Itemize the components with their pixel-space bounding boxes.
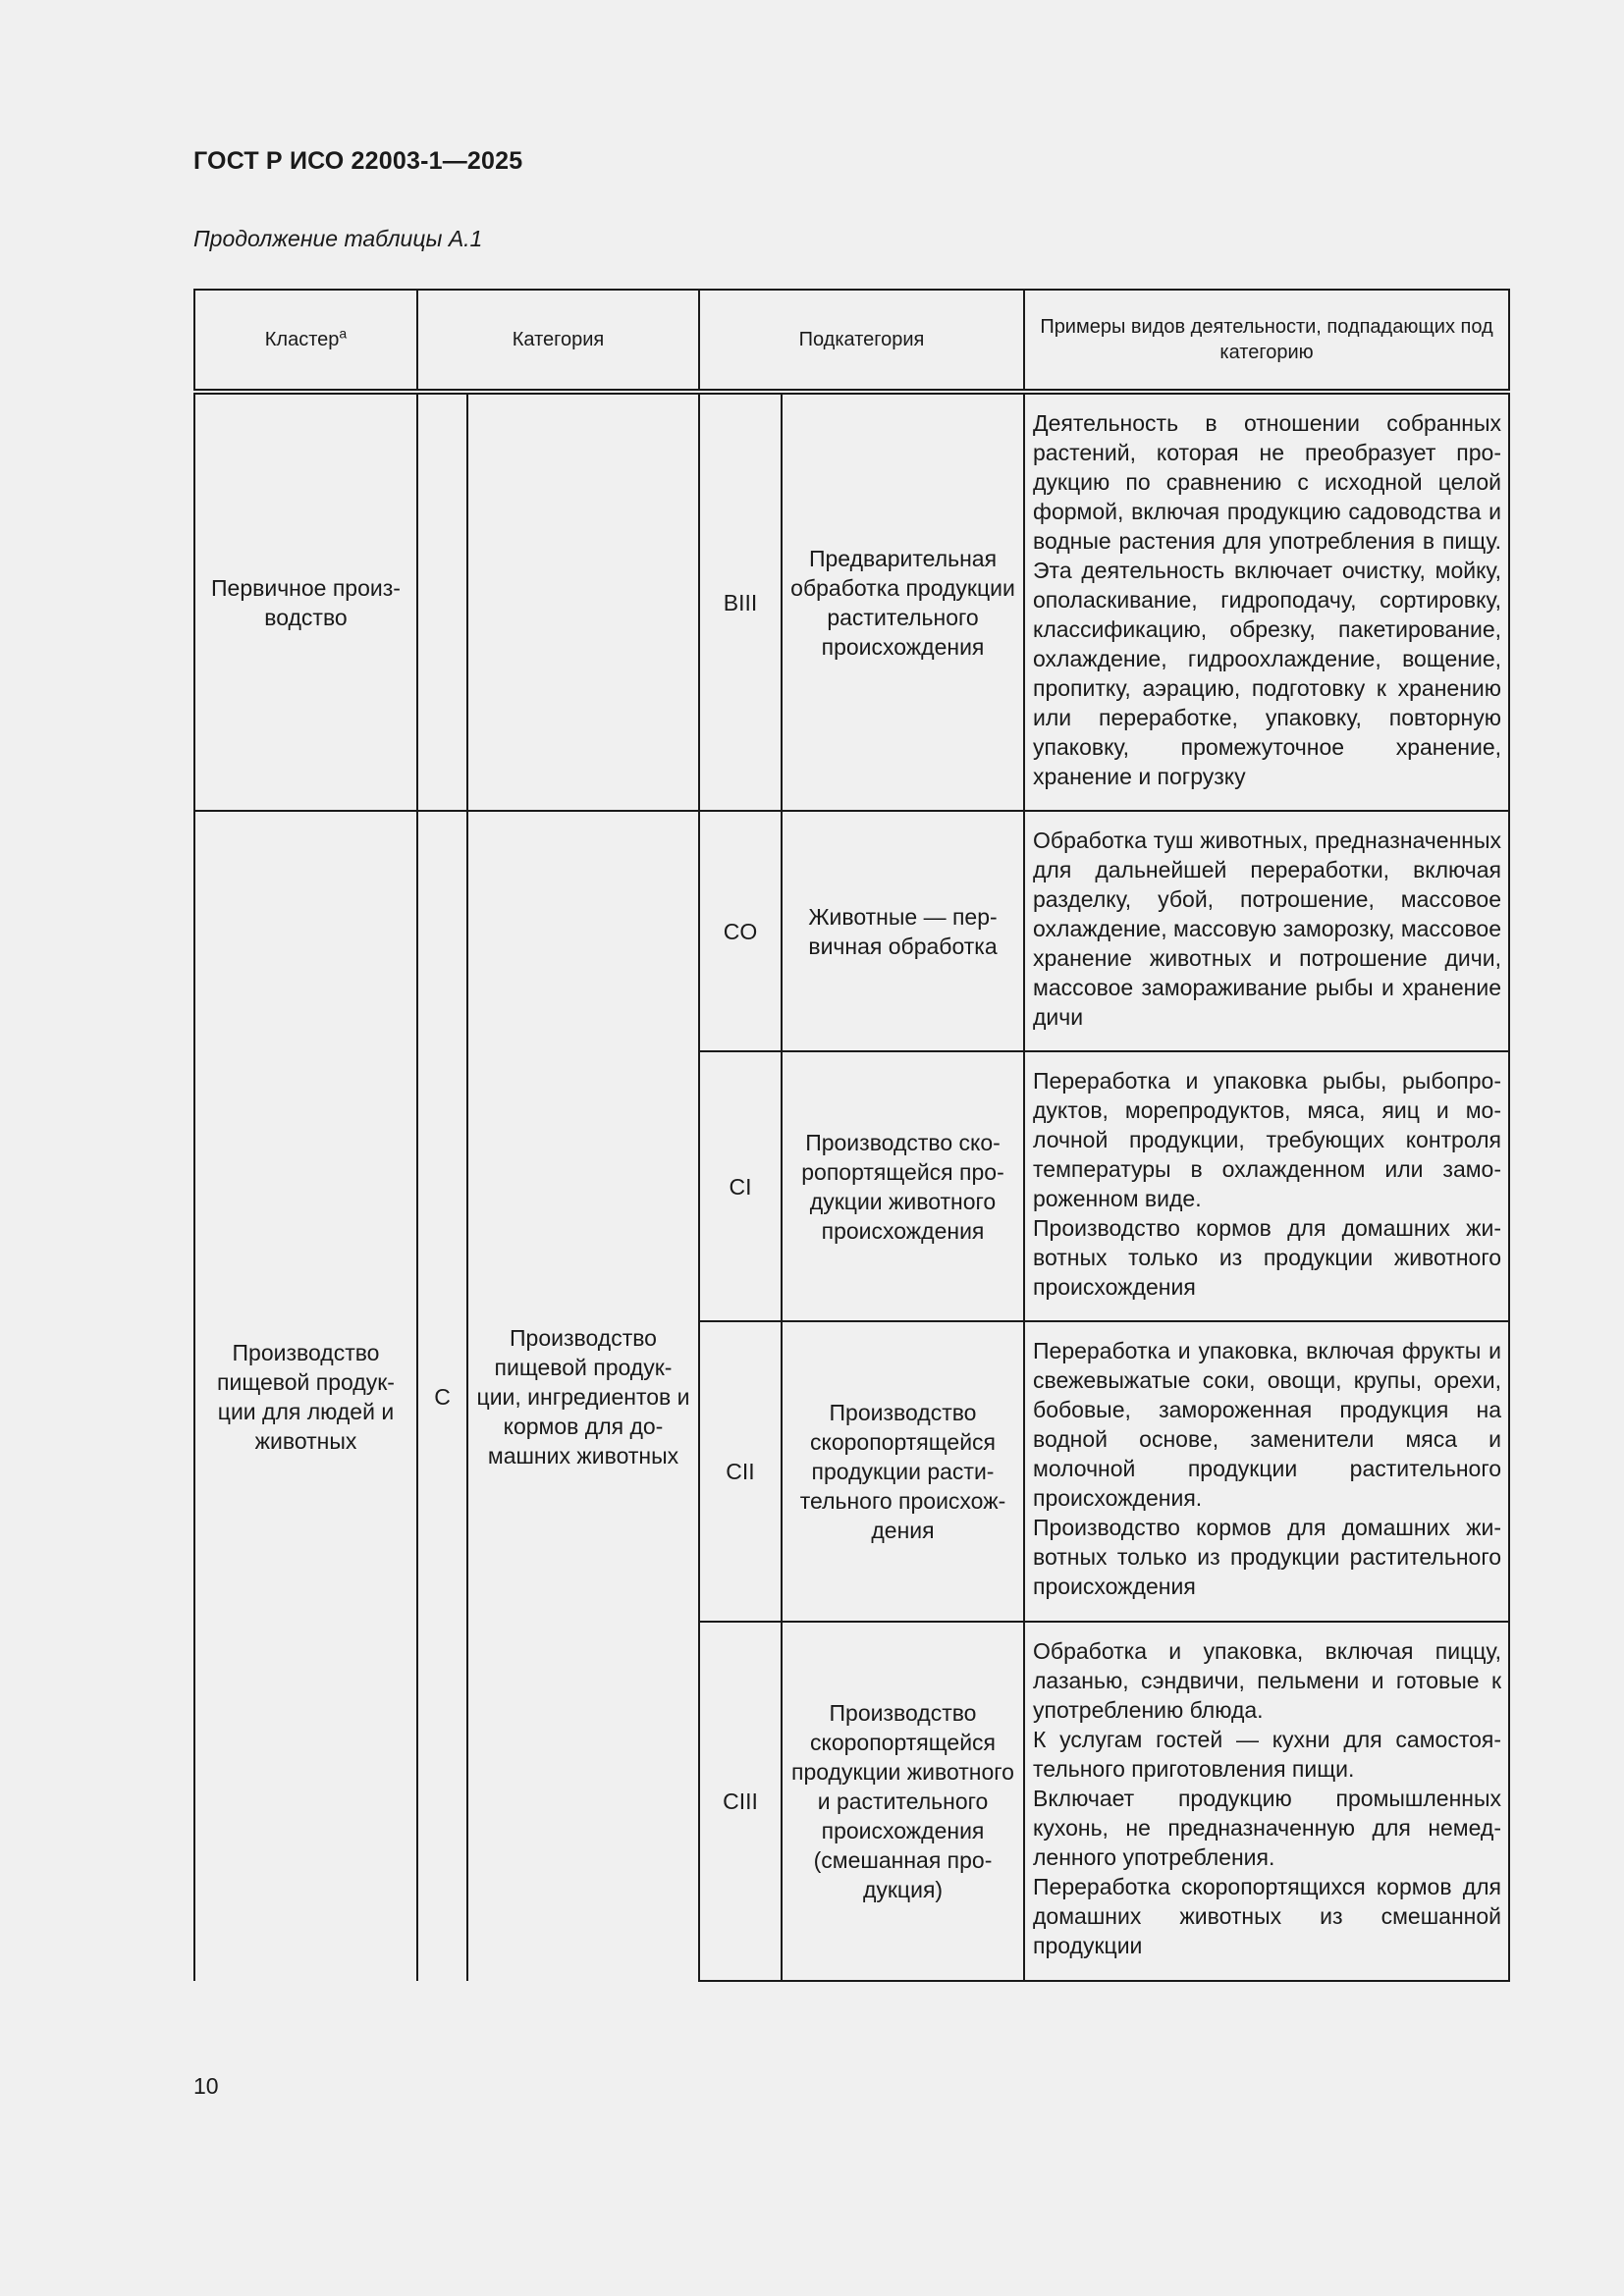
category-code-cell: C [417,811,467,1981]
subcategory-code-cell: CII [699,1321,782,1622]
examples-cell: Переработка и упаковка, включая фрукты и свежевыжатые соки, овощи, крупы, орехи, бобовые, замороженная продукция на водной основе, заменители мяса и молочной продукции растительного происхождения. Производство кормов для домашних животных только из продукции растительного происхождения [1024,1321,1509,1622]
table-row [194,811,1509,1051]
table-caption: Продолжение таблицы А.1 [193,226,483,251]
subcategory-name-cell: Производство скоропортящейся продукции животного и растительного происхождения (смешанная продукция) [782,1622,1024,1981]
header-examples: Примеры видов деятельности, подпадающих под категорию [1024,290,1509,392]
subcategory-code-cell: CO [699,811,782,1051]
header-cluster-footnote: a [339,325,348,342]
subcategory-name-cell: Производство скоропортящейся продукции растительного происхождения [782,1321,1024,1622]
category-name-cell: Производство пищевой продукции, ингредиентов и кормов для домашних животных [467,811,699,1981]
examples-cell: Деятельность в отношении собранных растений, которая не преобразует продукцию по сравнению с исходной целой формой, включая продукцию садоводства и водные растения для употребления в пищу. Эта деятельность включает очистку, мойку, ополаскивание, гидроподачу, сортировку, классификацию, обрезку, пакетирование, охлаждение, гидроохлаждение, вощение, пропитку, аэрацию, подготовку к хранению или переработке, упаковку, повторную упаковку, промежуточное хранение, хранение и погрузку [1024,392,1509,811]
header-category: Категория [417,290,699,392]
subcategory-code-cell: CIII [699,1622,782,1981]
header-cluster-label: Кластер [264,329,340,350]
table-header-row [194,290,1509,392]
subcategory-code-cell: BIII [699,392,782,811]
subcategory-code-cell: CI [699,1051,782,1321]
examples-cell: Обработка и упаковка, включая пиццу, лазанью, сэндвичи, пельмени и готовые к употреблению блюда. К услугам гостей — кухни для самостоятельного приготовления пищи. Включает продукцию промышленных кухонь, не предназначенную для немедленного употребления. Переработка скоропортящихся кормов для домашних животных из смешанной продукции [1024,1622,1509,1981]
cluster-cell: Производство пищевой продукции для людей и животных [194,811,417,1981]
subcategory-name-cell: Животные — первичная обработка [782,811,1024,1051]
document-title: ГОСТ Р ИСО 22003-1—2025 [193,147,523,175]
header-cluster [194,290,417,392]
table-row [194,392,1509,811]
cluster-cell: Первичное производство [194,392,417,811]
header-subcategory: Подкатегория [699,290,1024,392]
subcategory-name-cell: Предварительная обработка продукции растительного происхождения [782,392,1024,811]
subcategory-name-cell: Производство скоропортящейся продукции животного происхождения [782,1051,1024,1321]
page-number: 10 [193,2073,219,2099]
category-code-cell [417,392,467,811]
classification-table [193,289,1510,1982]
category-name-cell [467,392,699,811]
examples-cell: Переработка и упаковка рыбы, рыбопродуктов, морепродуктов, мяса, яиц и молочной продукции, требующих контроля температуры в охлажденном или замороженном виде. Производство кормов для домашних животных только из продукции животного происхождения [1024,1051,1509,1321]
examples-cell: Обработка туш животных, предназначенных для дальнейшей переработки, включая разделку, убой, потрошение, массовое охлаждение, массовую заморозку, массовое хранение животных и потрошение дичи, массовое замораживание рыбы и хранение дичи [1024,811,1509,1051]
